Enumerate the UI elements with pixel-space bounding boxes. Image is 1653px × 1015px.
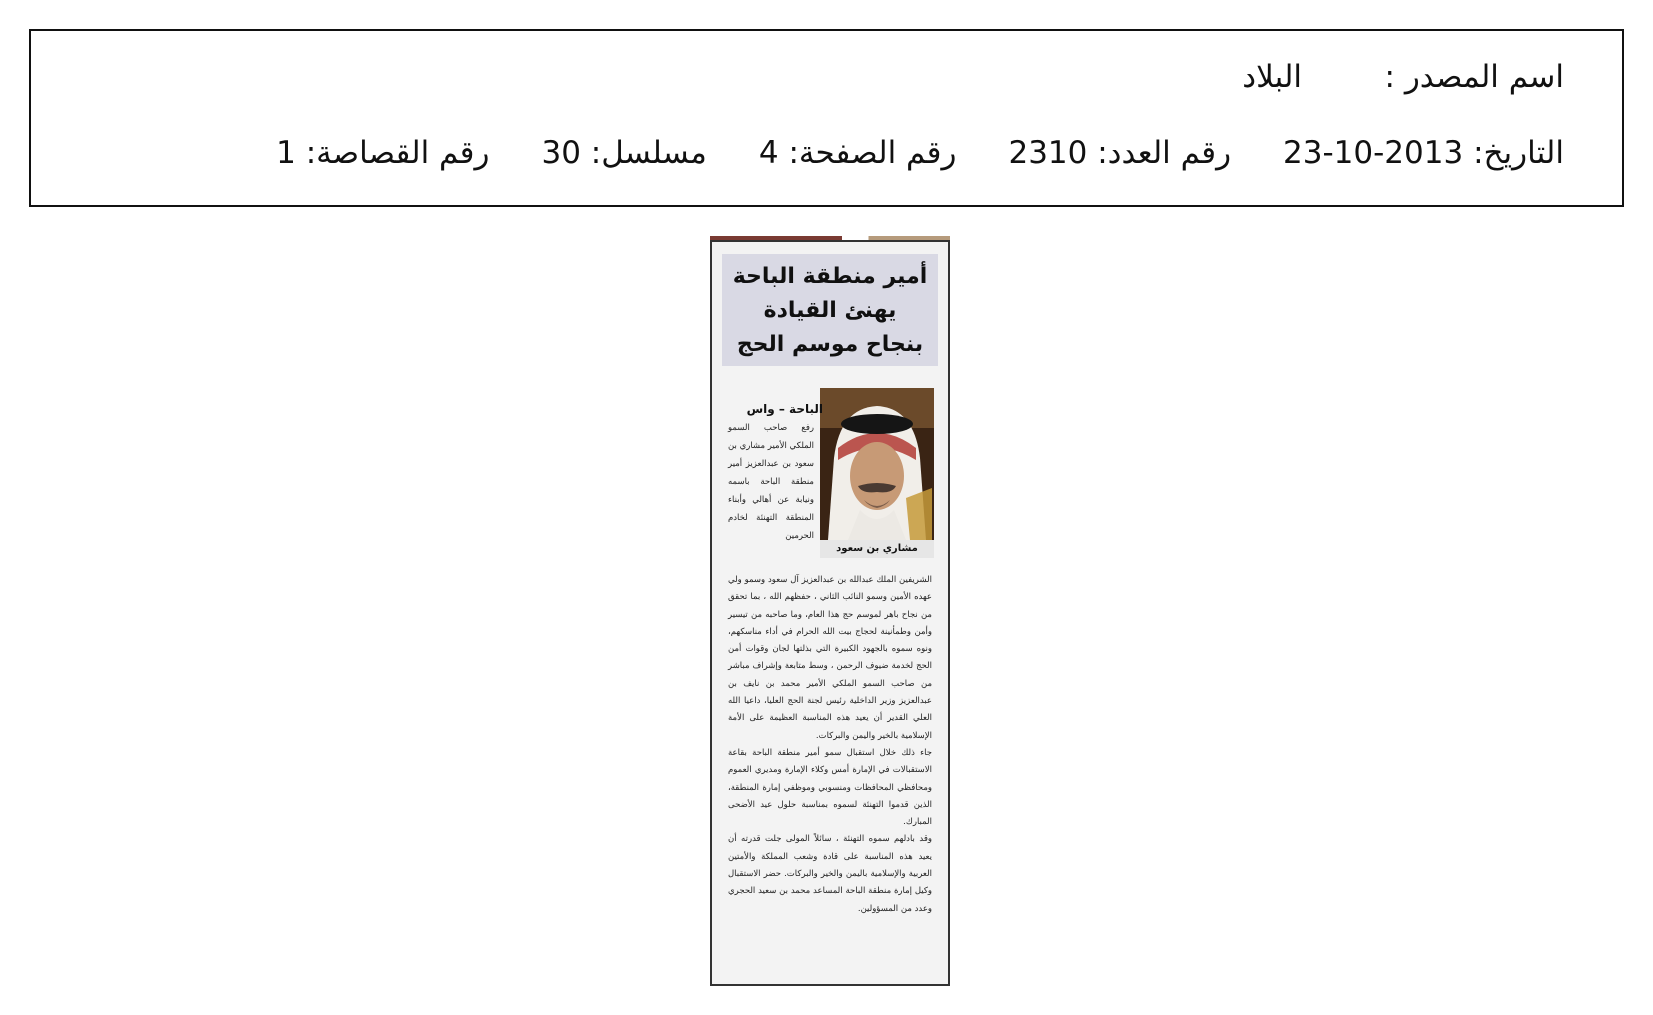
source-label: اسم المصدر : [1384, 59, 1564, 95]
clip-label: رقم القصاصة: [305, 135, 490, 171]
serial-field [541, 135, 706, 171]
headline-line-1: أمير منطقة الباحة [732, 264, 928, 289]
article-byline: الباحة – واس [746, 402, 823, 416]
date-value: 23-10-2013 [1283, 135, 1464, 171]
clipping-metadata-box [29, 29, 1624, 207]
page-label: رقم الصفحة: [788, 135, 957, 171]
serial-value: 30 [541, 135, 581, 171]
page-value: 4 [758, 135, 779, 171]
issue-field [1008, 135, 1231, 171]
article-paragraph-2: جاء ذلك خلال استقبال سمو أمير منطقة الباحة بقاعة الاستقبالات في الإمارة أمس وكلاء الإمارة ومديري العموم ومحافظي المحافظات ومنسوبي وموظفي إمارة المنطقة، الذين قدموا التهنئة لسموه بمناسبة حلول عيد الأضحى المبارك. [728, 747, 932, 828]
article-paragraph-3: وقد بادلهم سموه التهنئة ، سائلاً المولى جلت قدرته أن يعيد هذه المناسبة على قادة وشعب المملكة والأمتين العربية والإسلامية باليمن والخير والبركات. حضر الاستقبال وكيل إمارة منطقة الباحة المساعد محمد بن سعيد الحجري وعدد من المسؤولين. [728, 834, 932, 914]
article-headline [722, 254, 938, 366]
article-body [728, 572, 932, 918]
article-paragraph-1: الشريفين الملك عبدالله بن عبدالعزيز آل سعود وسمو ولي عهده الأمين وسمو النائب الثاني ، حفظهم الله ، بما تحقق من نجاح باهر لموسم حج هذا العام، وما صاحبه من تيسير وأمن وطمأنينة لحجاج بيت الله الحرام في أداء مناسكهم، ونوه سموه بالجهود الكبيرة التي بذلتها لجان وقوات أمن الحج لخدمة ضيوف الرحمن ، وسط متابعة وإشراف مباشر من صاحب السمو الملكي الأمير محمد بن نايف بن عبدالعزيز وزير الداخلية رئيس لجنة الحج العليا، داعيا الله العلي القدير أن يعيد هذه المناسبة العظيمة على الأمة الإسلامية بالخير واليمن والبركات. [728, 575, 932, 741]
clip-field [276, 135, 489, 171]
details-row [224, 133, 1564, 173]
issue-value: 2310 [1008, 135, 1088, 171]
clip-value: 1 [276, 135, 296, 171]
date-field [1283, 135, 1564, 171]
headline-line-2: يهنئ القيادة [763, 298, 897, 323]
newspaper-clipping [710, 240, 950, 986]
portrait-photo [820, 388, 934, 540]
portrait-image [820, 388, 934, 540]
headline-line-3: بنجاح موسم الحج [736, 332, 924, 357]
photo-caption: مشاري بن سعود [820, 540, 934, 558]
page-field [759, 135, 957, 171]
date-label: التاريخ: [1473, 135, 1564, 171]
serial-label: مسلسل: [590, 135, 707, 171]
issue-label: رقم العدد: [1097, 135, 1232, 171]
article-intro: رفع صاحب السمو الملكي الأمير مشاري بن سعود بن عبدالعزيز أمير منطقة الباحة باسمه ونيابة عن أهالي وأبناء المنطقة التهنئة لخادم الحرمين [728, 423, 814, 541]
source-row [1242, 57, 1564, 97]
source-value: البلاد [1242, 59, 1302, 95]
